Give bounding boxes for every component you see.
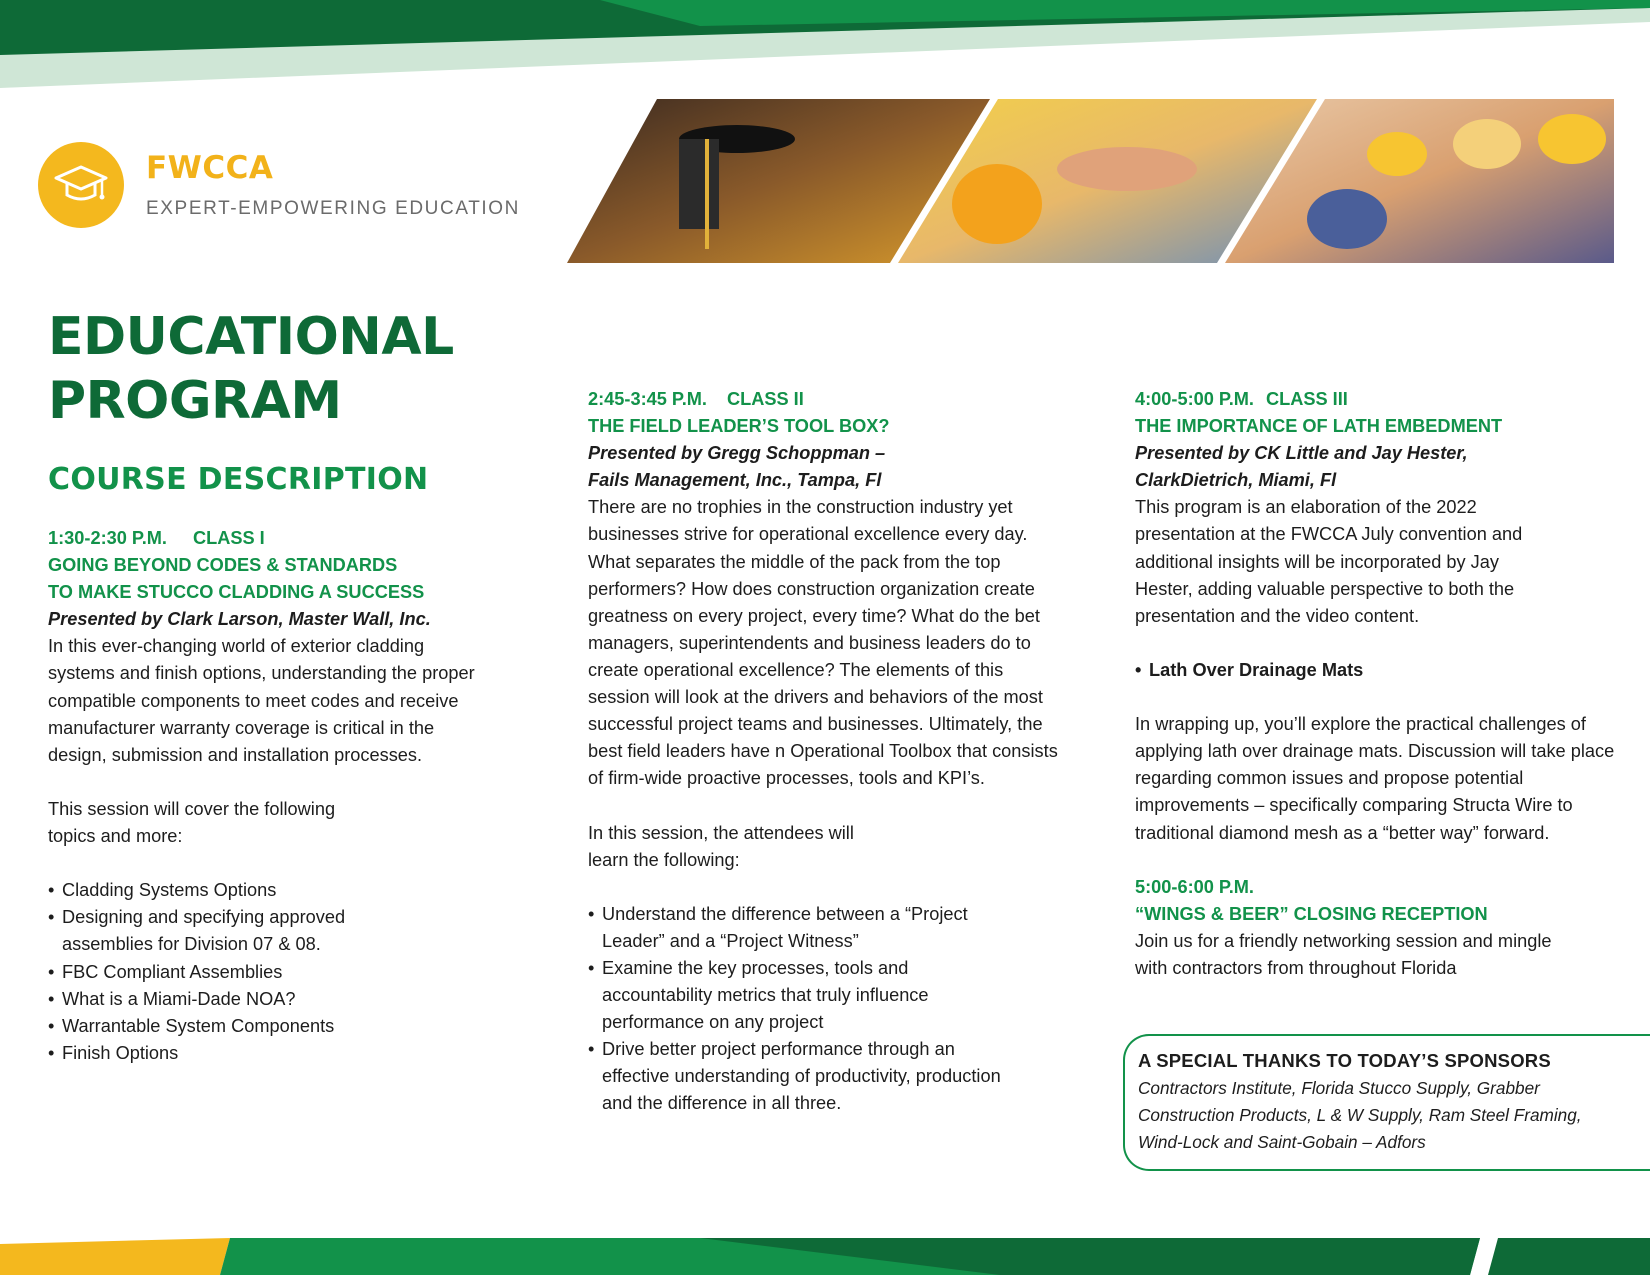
class-3-title: THE IMPORTANCE OF LATH EMBEDMENT: [1135, 416, 1503, 437]
brand-tagline: EXPERT-EMPOWERING EDUCATION: [146, 198, 520, 219]
class-1-time: 1:30-2:30 P.M. CLASS I: [48, 528, 265, 548]
brand-logo: [38, 142, 520, 228]
graduation-cap-icon: [38, 142, 124, 228]
sponsors-box: [1123, 1034, 1650, 1171]
class-3-column: [1135, 386, 1625, 982]
list-item: • Lath Over Drainage Mats: [1135, 657, 1625, 684]
page-title: EDUCATIONAL PROGRAM: [48, 307, 454, 431]
bottom-decorative-band: [0, 1238, 1650, 1275]
list-item: • Understand the difference between a “Project Leader” and a “Project Witness”: [588, 901, 1018, 955]
class-1-title-line2: TO MAKE STUCCO CLADDING A SUCCESS: [48, 582, 425, 603]
class-3-wrap-up: In wrapping up, you’ll explore the practical challenges of applying lath over drainage mats. Discussion will take place regarding common issues and propose potential improvements – specifically comparing Structa Wire to traditional diamond mesh as a “better way” forward.: [1135, 714, 1615, 843]
class-1-title-line1: GOING BEYOND CODES & STANDARDS: [48, 555, 398, 576]
class-3-time: 4:00-5:00 P.M. CLASS III: [1135, 389, 1348, 409]
list-item: • Examine the key processes, tools and accountability metrics that truly influence performance on any project: [588, 955, 1018, 1036]
class-2-intro: In this session, the attendees will learn the following:: [588, 822, 854, 870]
list-item: • Drive better project performance through an effective understanding of productivity, production and the difference in all three.: [588, 1036, 1018, 1117]
class-3-presenter-line2: ClarkDietrich, Miami, Fl: [1135, 470, 1337, 491]
list-item: • FBC Compliant Assemblies: [48, 959, 388, 986]
section-subtitle: COURSE DESCRIPTION: [48, 462, 429, 497]
brand-name: FWCCA: [146, 150, 274, 186]
class-2-time: 2:45-3:45 P.M. CLASS II: [588, 389, 804, 409]
class-2-description: There are no trophies in the construction industry yet businesses strive for operational excellence every day. What separates the middle of the pack from the top performers? How does construction organization create greatness on every project, every time? What do the bet managers, superintendents and business leaders do to create operational excellence? The elements of this session will look at the drivers and behaviors of the most successful project teams and businesses. Ultimately, the best field leaders have n Operational Toolbox that consists of firm-wide proactive processes, tools and KPI’s.: [588, 497, 1058, 789]
class-2-title: THE FIELD LEADER’S TOOL BOX?: [588, 416, 890, 437]
class-2-presenter-line2: Fails Management, Inc., Tampa, Fl: [588, 470, 882, 491]
class-1-presenter: Presented by Clark Larson, Master Wall, Inc.: [48, 609, 431, 630]
class-2-presenter-line1: Presented by Gregg Schoppman –: [588, 443, 886, 464]
reception-title: “WINGS & BEER” CLOSING RECEPTION: [1135, 903, 1488, 924]
list-item: • What is a Miami-Dade NOA?: [48, 986, 388, 1013]
list-item: • Designing and specifying approved assemblies for Division 07 & 08.: [48, 904, 388, 958]
class-3-description: This program is an elaboration of the 2022 presentation at the FWCCA July convention and additional insights will be incorporated by Jay Hester, adding valuable perspective to both the presentation and the video content.: [1135, 497, 1523, 626]
class-1-column: [48, 525, 508, 1067]
reception-description: Join us for a friendly networking session and mingle with contractors from throughout Florida: [1135, 930, 1552, 978]
top-decorative-band: [0, 0, 1650, 95]
class-2-topics: [588, 901, 1018, 1118]
reception-time: 5:00-6:00 P.M.: [1135, 876, 1254, 897]
list-item: • Finish Options: [48, 1040, 388, 1067]
class-3-presenter-line1: Presented by CK Little and Jay Hester,: [1135, 443, 1468, 464]
class-1-intro: This session will cover the following topics and more:: [48, 798, 336, 847]
class-1-description: In this ever-changing world of exterior cladding systems and finish options, understanding the proper compatible components to meet codes and receive manufacturer warranty coverage is critical in the design, submission and installation processes.: [48, 636, 475, 765]
sponsors-title: A SPECIAL THANKS TO TODAY’S SPONSORS: [1138, 1050, 1551, 1071]
sponsors-list: Contractors Institute, Florida Stucco Supply, Grabber Construction Products, L & W Supply, Ram Steel Framing, Wind-Lock and Saint-Gobain – Adfors: [1138, 1078, 1582, 1152]
class-1-topics: [48, 877, 388, 1067]
list-item: • Cladding Systems Options: [48, 877, 388, 904]
list-item: • Warrantable System Components: [48, 1013, 388, 1040]
photo-strip: [567, 99, 1614, 263]
class-3-topics: [1135, 657, 1625, 684]
class-2-column: [588, 386, 1088, 1118]
